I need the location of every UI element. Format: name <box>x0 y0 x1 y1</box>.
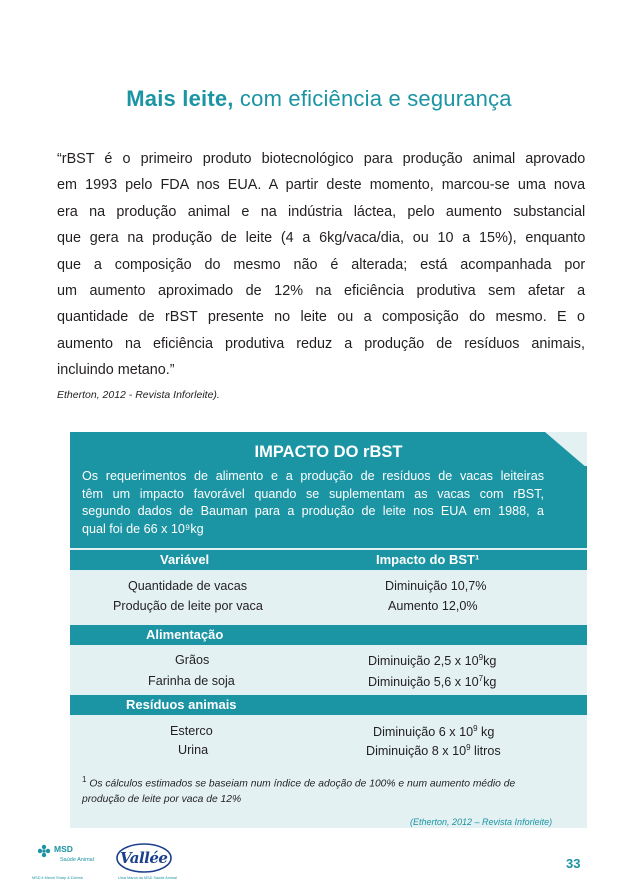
table-cell-impact: Diminuição 8 x $10^9$ litros <box>366 743 501 759</box>
msd-subtitle: Saúde Animal <box>60 857 94 863</box>
panel-source: (Etherton, 2012 – Revista Inforleite) <box>410 817 553 827</box>
page-number: 33 <box>566 856 581 871</box>
section-title-waste: Resíduos animais <box>126 697 237 712</box>
vallee-tagline: Uma Marca da MSD Saúde Animal <box>118 876 177 880</box>
table-cell-variable: Farinha de soja <box>148 674 235 688</box>
panel-title: IMPACTO DO rBST <box>254 443 403 461</box>
table-cell-impact: Diminuição 5,6 x $10^7kg$ <box>368 674 497 690</box>
quote-text <box>57 146 585 384</box>
panel-description-line: têm um impacto favorável quando se suplementam as vacas com rBST, <box>82 486 544 501</box>
quote-line: um aumento aproximado de 12% na eficiência produtiva sem afetar a <box>57 283 586 300</box>
table-footnote <box>82 772 562 808</box>
panel-description-line: segundo dados de Bauman para a produção de leite nos EUA em 1988, a <box>82 504 544 518</box>
quote-source: Etherton, 2012 - Revista Inforleite). <box>57 389 220 401</box>
page-title-bold: Mais leite, <box>126 86 234 111</box>
quote-line: aumento na eficiência produtiva reduz a produção de resíduos animais, <box>57 335 585 352</box>
table-header-variable: Variável <box>160 552 210 567</box>
footnote-line: Os cálculos estimados se baseiam num índice de adoção de 100% e num aumento médio de <box>89 778 516 790</box>
panel-description <box>82 468 544 538</box>
quote-line: era na produção animal e na indústria láctea, pelo aumento substancial <box>57 203 586 220</box>
footnote-line: produção de leite por vaca de 12% <box>82 794 242 806</box>
table-cell-impact: Aumento 12,0% <box>388 599 478 613</box>
quote-line: em 1993 pelo FDA nos EUA. A partir deste momento, marcou-se uma nova <box>57 177 586 194</box>
footnote-mark: 1 <box>82 775 87 784</box>
quote-line: “rBST é o primeiro produto biotecnológico para produção animal aprovado <box>57 151 586 167</box>
table-cell-impact: Diminuição 6 x $10^9$ kg <box>373 724 495 740</box>
quote-line: quantidade de rBST presente no leite ou a composição do mesmo. E o <box>57 309 585 326</box>
table-cell-impact: Diminuição 2,5 x $10^9kg$ <box>368 653 497 669</box>
table-cell-variable: Urina <box>178 743 209 757</box>
quote-line: que gera na produção de leite (4 a 6kg/vaca/dia, ou 10 a 15%), enquanto <box>57 230 586 247</box>
panel-description-line: Os requerimentos de alimento e a produção de resíduos de vacas leiteiras <box>82 469 544 483</box>
msd-name: MSD <box>54 844 73 854</box>
table-cell-impact: Diminuição 10,7% <box>385 579 487 593</box>
table-header-impact: Impacto do BST¹ <box>376 552 480 567</box>
msd-tagline: MSD é Merck Sharp & Dohme <box>32 876 84 880</box>
panel-description-line: qual foi de 66 x 10⁹kg <box>82 521 204 536</box>
table-header-bar <box>70 550 587 570</box>
table-cell-variable: Grãos <box>175 653 210 667</box>
quote-line: que a composição do mesmo não é alterada; está acompanhada por <box>57 256 586 273</box>
quote-line: incluindo metano.” <box>57 362 175 379</box>
page-title <box>0 86 638 112</box>
vallee-name: Vallée <box>120 849 168 867</box>
table-cell-variable: Produção de leite por vaca <box>113 599 263 613</box>
table-cell-variable: Esterco <box>170 724 213 738</box>
page-title-rest: com eficiência e segurança <box>233 86 512 111</box>
table-cell-variable: Quantidade de vacas <box>128 579 248 593</box>
section-title-feed: Alimentação <box>146 627 224 642</box>
